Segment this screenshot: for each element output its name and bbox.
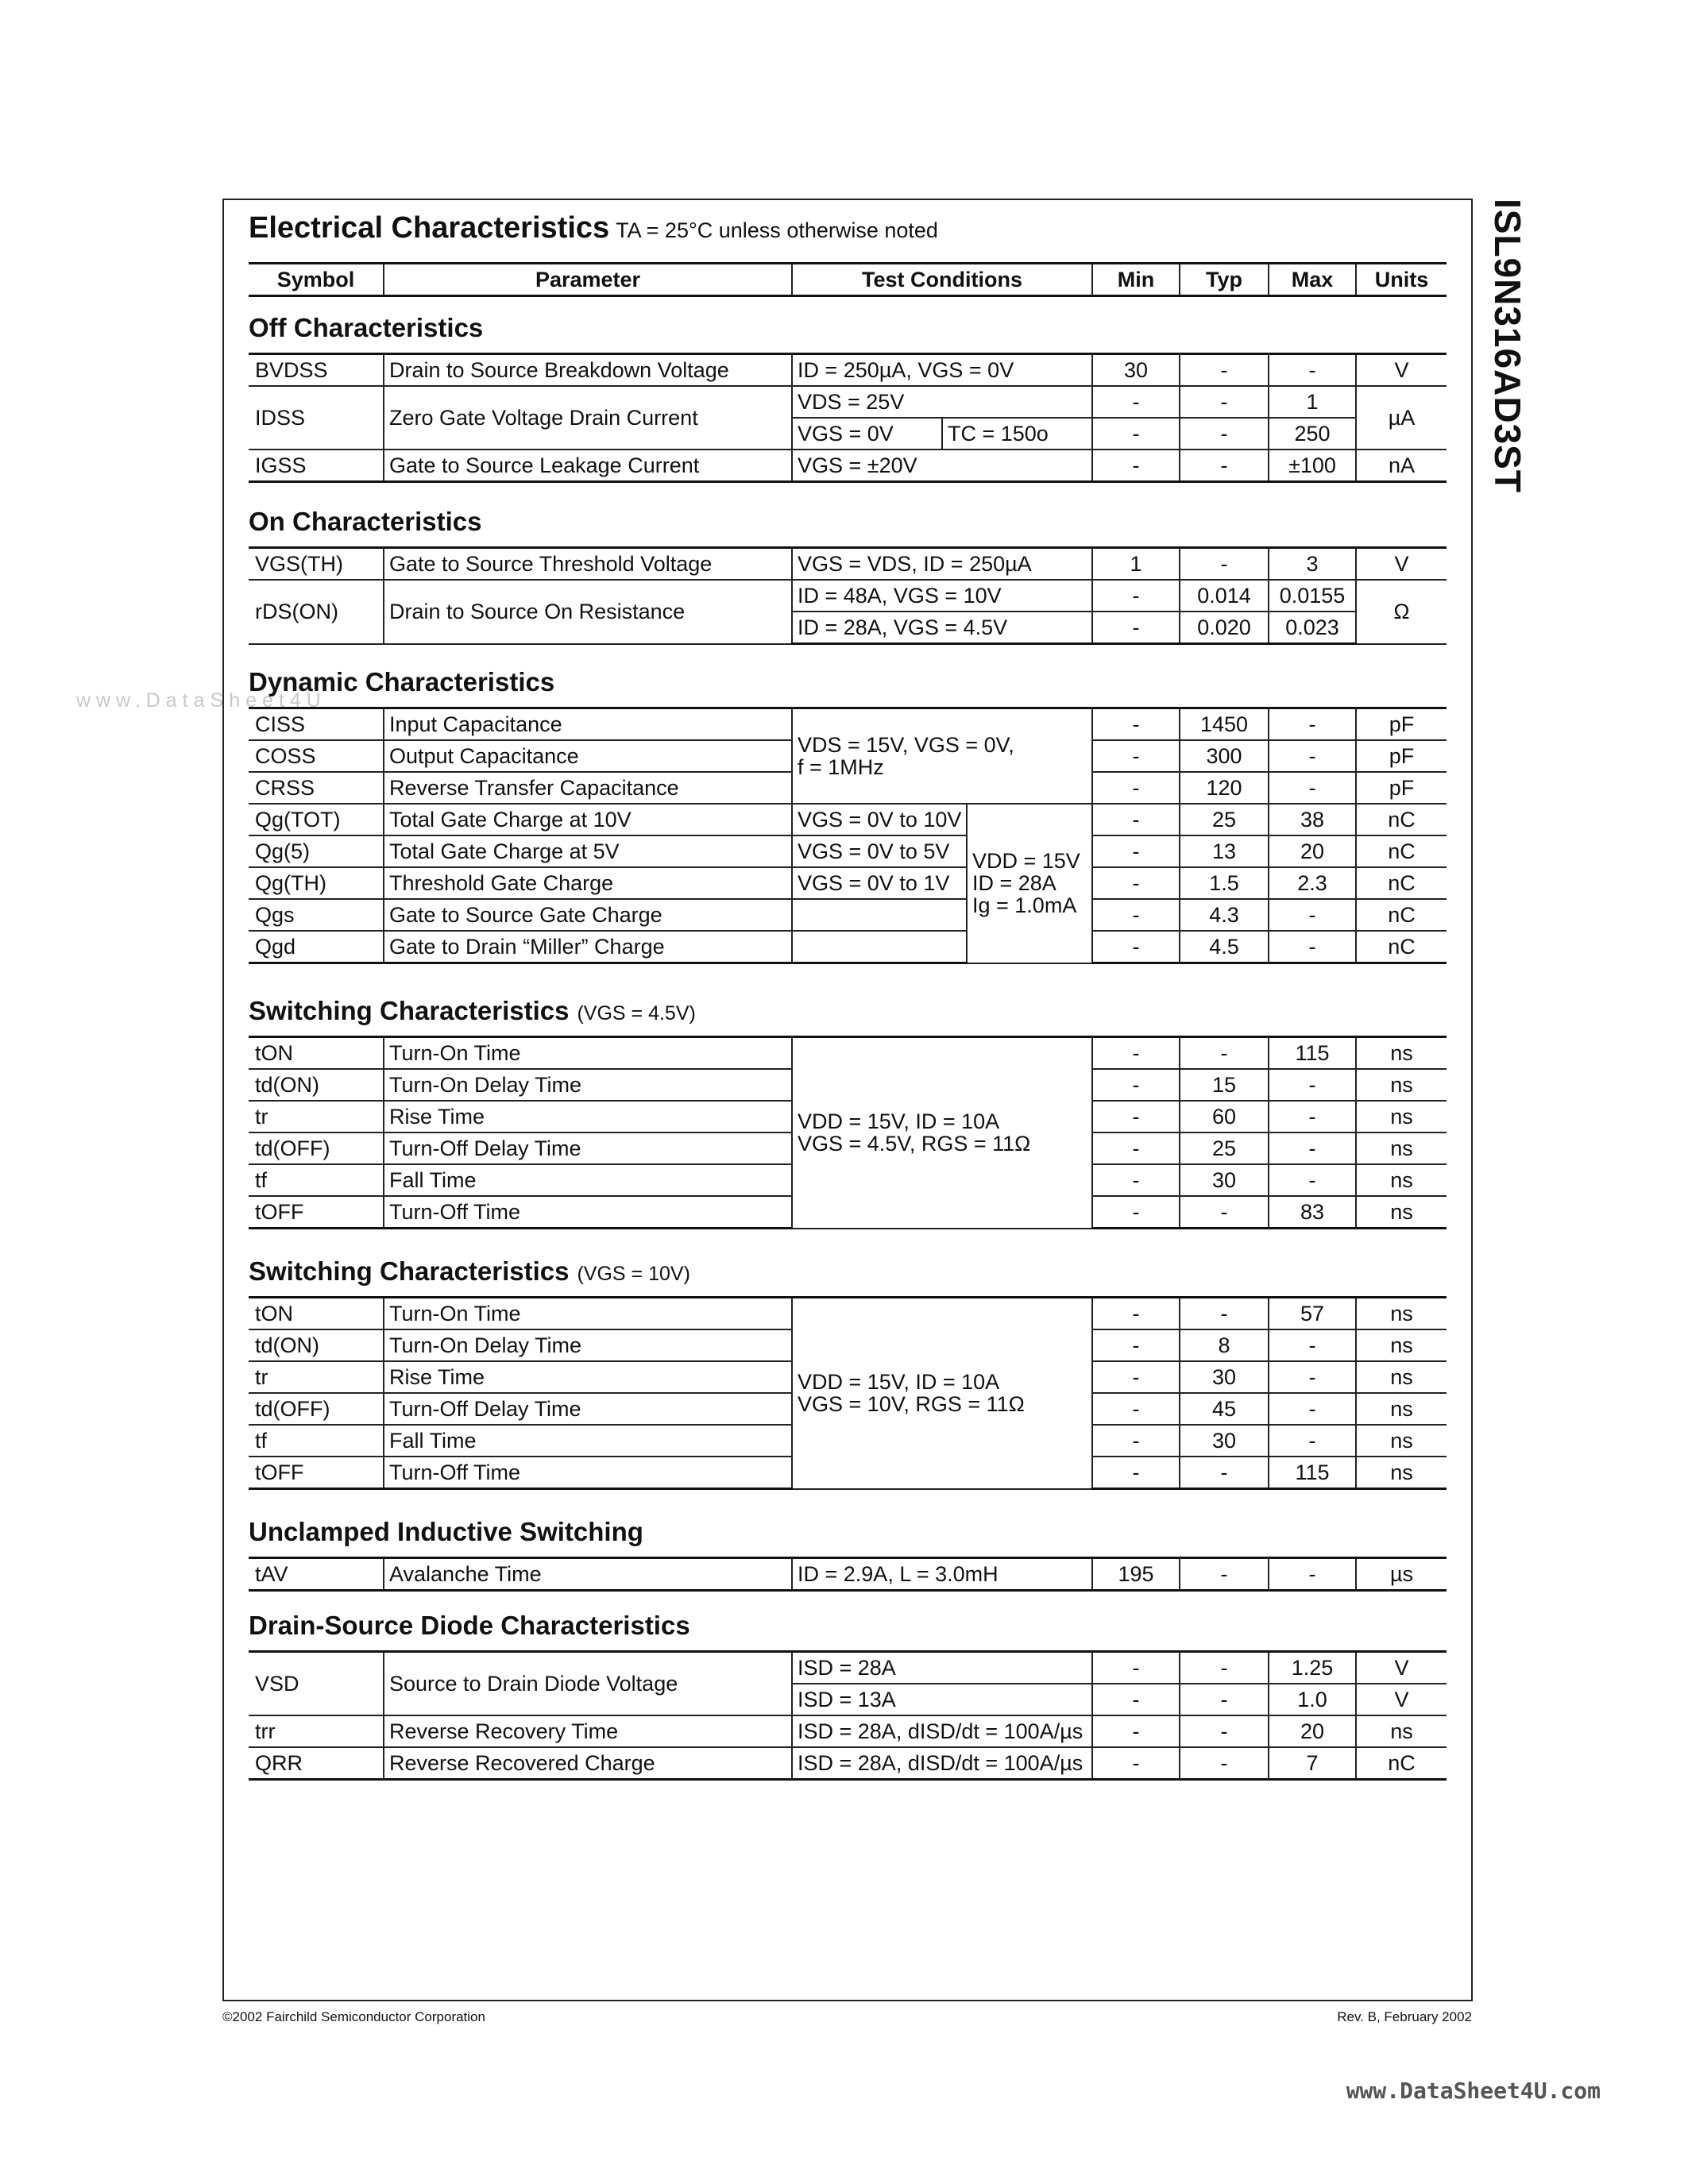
symbol-cell: td(OFF) [249, 1133, 384, 1164]
min-cell: - [1092, 1196, 1180, 1229]
heading-condition: TA = 25°C unless otherwise noted [616, 218, 938, 242]
header-typ: Typ [1180, 264, 1269, 296]
max-cell: 250 [1269, 418, 1356, 450]
unit-cell: ns [1356, 1133, 1447, 1164]
condition-cell: ID = 250µA, VGS = 0V [792, 354, 1092, 387]
section-title-switching-45: Switching Characteristics (VGS = 4.5V) [249, 996, 696, 1025]
min-cell: - [1092, 1164, 1180, 1196]
heading-title: Electrical Characteristics [249, 211, 610, 245]
min-cell: 1 [1092, 548, 1180, 581]
table-row [249, 1652, 1447, 1684]
page-heading [249, 211, 938, 245]
condition-cell: VDS = 25V [792, 386, 1092, 418]
min-cell: - [1092, 772, 1180, 804]
uis-table [249, 1557, 1447, 1592]
table-row [249, 835, 1447, 867]
max-cell: - [1269, 931, 1356, 963]
parameter-cell: Turn-Off Delay Time [384, 1393, 792, 1425]
symbol-cell: VSD [249, 1652, 384, 1716]
condition-cell: VGS = 0V to 5V [792, 835, 967, 867]
typ-cell: - [1180, 1684, 1269, 1715]
table-row [249, 1558, 1447, 1591]
header-symbol: Symbol [249, 264, 384, 296]
unit-cell: V [1356, 1684, 1447, 1715]
parameter-cell: Turn-On Time [384, 1298, 792, 1330]
watermark-bottom: www.DataSheet4U.com [1346, 2078, 1601, 2104]
table-row [249, 804, 1447, 835]
unit-cell: µs [1356, 1558, 1447, 1591]
max-cell: 38 [1269, 804, 1356, 835]
symbol-cell: COSS [249, 740, 384, 772]
symbol-cell: Qg(TOT) [249, 804, 384, 835]
min-cell: - [1092, 450, 1180, 482]
min-cell: - [1092, 1393, 1180, 1425]
min-cell: 195 [1092, 1558, 1180, 1591]
symbol-cell: IGSS [249, 450, 384, 482]
max-cell: - [1269, 740, 1356, 772]
switching-condition-cell [792, 1298, 1092, 1489]
symbol-cell: tON [249, 1037, 384, 1070]
parameter-cell: Turn-Off Time [384, 1457, 792, 1489]
min-cell: - [1092, 899, 1180, 931]
unit-cell: nC [1356, 835, 1447, 867]
unit-cell: ns [1356, 1298, 1447, 1330]
unit-cell: ns [1356, 1196, 1447, 1229]
condition-line: VDS = 15V, VGS = 0V, [798, 732, 1014, 757]
unit-cell: ns [1356, 1361, 1447, 1393]
condition-cell: ISD = 28A, dISD/dt = 100A/µs [792, 1715, 1092, 1747]
min-cell: - [1092, 931, 1180, 963]
switching-45-table [249, 1036, 1447, 1229]
table-row [249, 899, 1447, 931]
condition-part: TC = 150o [941, 419, 1091, 449]
footer-copyright: ©2002 Fairchild Semiconductor Corporation [222, 2009, 485, 2024]
on-table [249, 546, 1447, 645]
unit-cell: ns [1356, 1069, 1447, 1101]
max-cell: 1.0 [1269, 1684, 1356, 1715]
parameter-cell: Rise Time [384, 1101, 792, 1133]
symbol-cell: tON [249, 1298, 384, 1330]
symbol-cell: Qgs [249, 899, 384, 931]
unit-cell: ns [1356, 1037, 1447, 1070]
min-cell: - [1092, 1361, 1180, 1393]
parameter-cell: Output Capacitance [384, 740, 792, 772]
symbol-cell: tOFF [249, 1457, 384, 1489]
min-cell: - [1092, 418, 1180, 450]
parameter-cell: Total Gate Charge at 10V [384, 804, 792, 835]
parameter-cell: Turn-On Delay Time [384, 1329, 792, 1361]
typ-cell: 30 [1180, 1164, 1269, 1196]
typ-cell: 30 [1180, 1425, 1269, 1457]
min-cell: - [1092, 1133, 1180, 1164]
typ-cell: - [1180, 1298, 1269, 1330]
typ-cell: 60 [1180, 1101, 1269, 1133]
max-cell: - [1269, 772, 1356, 804]
typ-cell: - [1180, 1457, 1269, 1489]
condition-line: VGS = 4.5V, RGS = 11Ω [798, 1132, 1031, 1156]
condition-part: VGS = 0V [798, 421, 894, 446]
part-number-vertical: ISL9N316AD3ST [1487, 199, 1528, 493]
symbol-cell: td(OFF) [249, 1393, 384, 1425]
unit-cell: nC [1356, 867, 1447, 899]
parameter-cell: Gate to Source Threshold Voltage [384, 548, 792, 581]
min-cell: - [1092, 1715, 1180, 1747]
table-row [249, 450, 1447, 482]
section-title-on: On Characteristics [249, 507, 482, 536]
header-min: Min [1092, 264, 1180, 296]
max-cell: 0.023 [1269, 612, 1356, 644]
max-cell: 7 [1269, 1747, 1356, 1780]
condition-cell: VGS = 0V to 1V [792, 867, 967, 899]
typ-cell: 45 [1180, 1393, 1269, 1425]
symbol-cell: IDSS [249, 386, 384, 450]
table-row [249, 1715, 1447, 1747]
parameter-cell: Turn-Off Delay Time [384, 1133, 792, 1164]
condition-cell [792, 418, 1092, 450]
unit-cell: Ω [1356, 580, 1447, 644]
symbol-cell: tf [249, 1425, 384, 1457]
min-cell: - [1092, 580, 1180, 612]
parameter-cell: Drain to Source On Resistance [384, 580, 792, 644]
condition-cell: VGS = ±20V [792, 450, 1092, 482]
typ-cell: - [1180, 1196, 1269, 1229]
max-cell: - [1269, 354, 1356, 387]
typ-cell: - [1180, 1747, 1269, 1780]
gate-charge-condition-cell [967, 804, 1092, 963]
max-cell: 83 [1269, 1196, 1356, 1229]
unit-cell: pF [1356, 740, 1447, 772]
max-cell: - [1269, 1329, 1356, 1361]
section-subtitle: (VGS = 10V) [577, 1263, 690, 1285]
symbol-cell: tAV [249, 1558, 384, 1591]
parameter-cell: Fall Time [384, 1164, 792, 1196]
max-cell: 1.25 [1269, 1652, 1356, 1684]
max-cell: ±100 [1269, 450, 1356, 482]
typ-cell: 25 [1180, 1133, 1269, 1164]
typ-cell: - [1180, 1558, 1269, 1591]
unit-cell: nC [1356, 804, 1447, 835]
typ-cell: - [1180, 1652, 1269, 1684]
unit-cell: ns [1356, 1425, 1447, 1457]
parameter-cell: Gate to Drain “Miller” Charge [384, 931, 792, 963]
min-cell: - [1092, 1457, 1180, 1489]
diode-table [249, 1650, 1447, 1781]
min-cell: - [1092, 1684, 1180, 1715]
symbol-cell: rDS(ON) [249, 580, 384, 644]
condition-cell: ISD = 28A, dISD/dt = 100A/µs [792, 1747, 1092, 1780]
watermark-left: www.DataSheet4U [76, 689, 326, 712]
parameter-cell: Turn-On Delay Time [384, 1069, 792, 1101]
symbol-cell: VGS(TH) [249, 548, 384, 581]
condition-line: VDD = 15V [972, 848, 1080, 873]
section-title-switching-10: Switching Characteristics (VGS = 10V) [249, 1256, 690, 1286]
typ-cell: - [1180, 548, 1269, 581]
parameter-cell: Gate to Source Gate Charge [384, 899, 792, 931]
typ-cell: - [1180, 1715, 1269, 1747]
typ-cell: 300 [1180, 740, 1269, 772]
symbol-cell: Qg(5) [249, 835, 384, 867]
typ-cell: 13 [1180, 835, 1269, 867]
max-cell: 20 [1269, 1715, 1356, 1747]
max-cell: - [1269, 1101, 1356, 1133]
typ-cell: 15 [1180, 1069, 1269, 1101]
max-cell: 115 [1269, 1037, 1356, 1070]
symbol-cell: QRR [249, 1747, 384, 1780]
min-cell: - [1092, 386, 1180, 418]
condition-cell: ISD = 13A [792, 1684, 1092, 1715]
parameter-cell: Avalanche Time [384, 1558, 792, 1591]
condition-cell [792, 899, 967, 931]
symbol-cell: td(ON) [249, 1069, 384, 1101]
parameter-cell: Turn-Off Time [384, 1196, 792, 1229]
unit-cell: ns [1356, 1715, 1447, 1747]
parameter-cell: Threshold Gate Charge [384, 867, 792, 899]
unit-cell: ns [1356, 1457, 1447, 1489]
max-cell: - [1269, 1558, 1356, 1591]
symbol-cell: CISS [249, 708, 384, 741]
min-cell: - [1092, 1037, 1180, 1070]
typ-cell: 120 [1180, 772, 1269, 804]
condition-cell: ID = 28A, VGS = 4.5V [792, 612, 1092, 644]
off-table [249, 353, 1447, 483]
unit-cell: ns [1356, 1164, 1447, 1196]
typ-cell: 4.5 [1180, 931, 1269, 963]
parameter-cell: Total Gate Charge at 5V [384, 835, 792, 867]
table-row [249, 386, 1447, 418]
unit-cell: µA [1356, 386, 1447, 450]
symbol-cell: tr [249, 1361, 384, 1393]
min-cell: - [1092, 1425, 1180, 1457]
max-cell: - [1269, 1393, 1356, 1425]
max-cell: - [1269, 899, 1356, 931]
unit-cell: V [1356, 1652, 1447, 1684]
section-title-uis: Unclamped Inductive Switching [249, 1517, 643, 1546]
typ-cell: - [1180, 354, 1269, 387]
section-title-dynamic: Dynamic Characteristics [249, 667, 555, 696]
unit-cell: nC [1356, 1747, 1447, 1780]
min-cell: - [1092, 1329, 1180, 1361]
condition-cell: ID = 2.9A, L = 3.0mH [792, 1558, 1092, 1591]
min-cell: - [1092, 612, 1180, 644]
condition-cell [792, 931, 967, 963]
header-max: Max [1269, 264, 1356, 296]
condition-cell: ID = 48A, VGS = 10V [792, 580, 1092, 612]
min-cell: 30 [1092, 354, 1180, 387]
parameter-cell: Rise Time [384, 1361, 792, 1393]
condition-line: Ig = 1.0mA [972, 893, 1077, 918]
section-title-diode: Drain-Source Diode Characteristics [249, 1611, 690, 1640]
dynamic-table [249, 707, 1447, 964]
condition-line: VDD = 15V, ID = 10A [798, 1369, 1000, 1394]
min-cell: - [1092, 1101, 1180, 1133]
section-title-off: Off Characteristics [249, 313, 484, 342]
unit-cell: V [1356, 354, 1447, 387]
min-cell: - [1092, 835, 1180, 867]
typ-cell: 0.020 [1180, 612, 1269, 644]
table-row [249, 931, 1447, 963]
min-cell: - [1092, 740, 1180, 772]
capacitance-condition-cell [792, 708, 1092, 805]
unit-cell: ns [1356, 1101, 1447, 1133]
symbol-cell: tOFF [249, 1196, 384, 1229]
typ-cell: 1450 [1180, 708, 1269, 741]
symbol-cell: td(ON) [249, 1329, 384, 1361]
condition-cell: VGS = VDS, ID = 250µA [792, 548, 1092, 581]
table-row [249, 1037, 1447, 1070]
max-cell: - [1269, 1133, 1356, 1164]
switching-condition-cell [792, 1037, 1092, 1229]
unit-cell: pF [1356, 772, 1447, 804]
min-cell: - [1092, 867, 1180, 899]
parameter-cell: Reverse Recovery Time [384, 1715, 792, 1747]
parameter-cell: Fall Time [384, 1425, 792, 1457]
parameter-cell: Zero Gate Voltage Drain Current [384, 386, 792, 450]
symbol-cell: Qg(TH) [249, 867, 384, 899]
typ-cell: 0.014 [1180, 580, 1269, 612]
parameter-cell: Turn-On Time [384, 1037, 792, 1070]
typ-cell: 1.5 [1180, 867, 1269, 899]
unit-cell: ns [1356, 1329, 1447, 1361]
typ-cell: 30 [1180, 1361, 1269, 1393]
symbol-cell: tf [249, 1164, 384, 1196]
typ-cell: - [1180, 386, 1269, 418]
parameter-cell: Input Capacitance [384, 708, 792, 741]
table-row [249, 1298, 1447, 1330]
symbol-cell: CRSS [249, 772, 384, 804]
unit-cell: nC [1356, 931, 1447, 963]
min-cell: - [1092, 1652, 1180, 1684]
min-cell: - [1092, 1298, 1180, 1330]
parameter-cell: Drain to Source Breakdown Voltage [384, 354, 792, 387]
typ-cell: - [1180, 418, 1269, 450]
column-header-table [249, 262, 1447, 297]
typ-cell: - [1180, 1037, 1269, 1070]
parameter-cell: Gate to Source Leakage Current [384, 450, 792, 482]
unit-cell: ns [1356, 1393, 1447, 1425]
typ-cell: 25 [1180, 804, 1269, 835]
table-row [249, 708, 1447, 741]
condition-line: f = 1MHz [798, 755, 884, 779]
typ-cell: - [1180, 450, 1269, 482]
max-cell: - [1269, 708, 1356, 741]
unit-cell: V [1356, 548, 1447, 581]
unit-cell: nA [1356, 450, 1447, 482]
unit-cell: pF [1356, 708, 1447, 741]
min-cell: - [1092, 1069, 1180, 1101]
max-cell: 1 [1269, 386, 1356, 418]
header-parameter: Parameter [384, 264, 792, 296]
typ-cell: 4.3 [1180, 899, 1269, 931]
min-cell: - [1092, 1747, 1180, 1780]
typ-cell: 8 [1180, 1329, 1269, 1361]
table-row [249, 354, 1447, 387]
header-test-conditions: Test Conditions [792, 264, 1092, 296]
parameter-cell: Source to Drain Diode Voltage [384, 1652, 792, 1716]
table-row [249, 1747, 1447, 1780]
table-row [249, 580, 1447, 612]
symbol-cell: tr [249, 1101, 384, 1133]
condition-line: VGS = 10V, RGS = 11Ω [798, 1392, 1025, 1417]
section-subtitle: (VGS = 4.5V) [577, 1002, 696, 1024]
max-cell: - [1269, 1069, 1356, 1101]
unit-cell: nC [1356, 899, 1447, 931]
max-cell: 3 [1269, 548, 1356, 581]
max-cell: - [1269, 1361, 1356, 1393]
footer-revision: Rev. B, February 2002 [1337, 2009, 1472, 2024]
max-cell: 115 [1269, 1457, 1356, 1489]
condition-cell: VGS = 0V to 10V [792, 804, 967, 835]
max-cell: 20 [1269, 835, 1356, 867]
parameter-cell: Reverse Recovered Charge [384, 1747, 792, 1780]
max-cell: - [1269, 1425, 1356, 1457]
max-cell: - [1269, 1164, 1356, 1196]
symbol-cell: Qgd [249, 931, 384, 963]
condition-line: VDD = 15V, ID = 10A [798, 1109, 1000, 1133]
parameter-cell: Reverse Transfer Capacitance [384, 772, 792, 804]
max-cell: 0.0155 [1269, 580, 1356, 612]
min-cell: - [1092, 804, 1180, 835]
symbol-cell: trr [249, 1715, 384, 1747]
min-cell: - [1092, 708, 1180, 741]
symbol-cell: BVDSS [249, 354, 384, 387]
condition-line: ID = 28A [972, 871, 1056, 896]
table-row [249, 867, 1447, 899]
condition-cell: ISD = 28A [792, 1652, 1092, 1684]
max-cell: 57 [1269, 1298, 1356, 1330]
max-cell: 2.3 [1269, 867, 1356, 899]
header-units: Units [1356, 264, 1447, 296]
switching-10-table [249, 1296, 1447, 1490]
table-row [249, 548, 1447, 581]
